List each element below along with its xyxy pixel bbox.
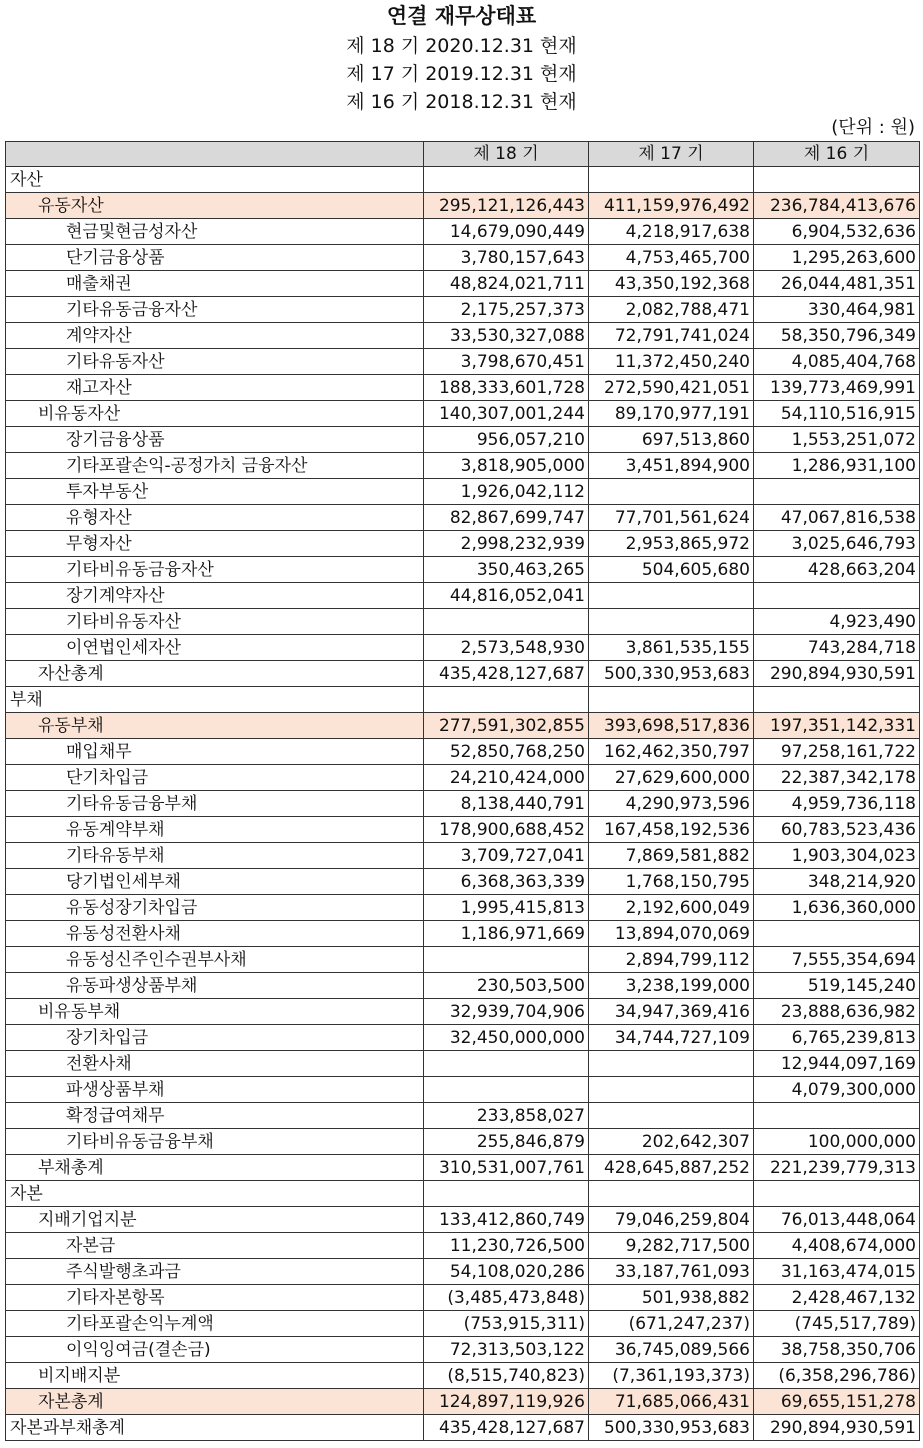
period-16-value: 23,888,636,982 [754,999,920,1025]
period-16-value: (6,358,296,786) [754,1363,920,1389]
period-16-value: (745,517,789) [754,1311,920,1337]
table-row [6,1155,920,1181]
period-17-value: 4,753,465,700 [589,245,754,271]
period-17-value: 1,768,150,795 [589,869,754,895]
period-18-value: (3,485,473,848) [424,1285,589,1311]
period-17-value: 34,947,369,416 [589,999,754,1025]
account-name: 기타포괄손익누계액 [6,1311,424,1337]
period-16-value: 428,663,204 [754,557,920,583]
account-name: 매출채권 [6,271,424,297]
account-name: 투자부동산 [6,479,424,505]
period-16-value: 100,000,000 [754,1129,920,1155]
account-name: 유동계약부채 [6,817,424,843]
table-row [6,479,920,505]
period-18-value: 3,780,157,643 [424,245,589,271]
table-body [6,167,920,1441]
period-18-value: 32,450,000,000 [424,1025,589,1051]
period-17-value: (671,247,237) [589,1311,754,1337]
period-16-value [754,1103,920,1129]
period-18-value: 2,573,548,930 [424,635,589,661]
account-name: 기타비유동금융부채 [6,1129,424,1155]
period-18-value: 255,846,879 [424,1129,589,1155]
account-name: 비지배지분 [6,1363,424,1389]
period-16-value: 221,239,779,313 [754,1155,920,1181]
table-row [6,739,920,765]
account-name: 기타자본항목 [6,1285,424,1311]
period-18-value [424,1051,589,1077]
header-period-16: 제 16 기 [754,142,920,167]
table-row [6,1207,920,1233]
period-16-value: 290,894,930,591 [754,661,920,687]
period-17-value: 2,953,865,972 [589,531,754,557]
period-17-value: 71,685,066,431 [589,1389,754,1415]
account-name: 자산 [6,167,424,193]
period-18-value: 11,230,726,500 [424,1233,589,1259]
statement-title: 연결 재무상태표 [386,4,537,28]
table-row [6,869,920,895]
table-row [6,635,920,661]
period-18-value [424,1181,589,1207]
table-row [6,1129,920,1155]
period-17-value: 697,513,860 [589,427,754,453]
period-16-value: 97,258,161,722 [754,739,920,765]
period-16-value: 47,067,816,538 [754,505,920,531]
period-16-value [754,479,920,505]
account-name: 파생상품부채 [6,1077,424,1103]
table-row [6,713,920,739]
period-16-value: 290,894,930,591 [754,1415,920,1441]
period-18-value: 2,175,257,373 [424,297,589,323]
account-name: 이연법인세자산 [6,635,424,661]
period-17-value: 2,894,799,112 [589,947,754,973]
table-row [6,1051,920,1077]
account-name: 유형자산 [6,505,424,531]
period-16-value: 6,765,239,813 [754,1025,920,1051]
period-17-value: 36,745,089,566 [589,1337,754,1363]
period-18-value: 233,858,027 [424,1103,589,1129]
table-row [6,583,920,609]
table-row [6,271,920,297]
account-name: 기타유동자산 [6,349,424,375]
account-name: 매입채무 [6,739,424,765]
account-name: 현금및현금성자산 [6,219,424,245]
table-row [6,661,920,687]
period-18-value: 956,057,210 [424,427,589,453]
period-17-value: 11,372,450,240 [589,349,754,375]
header-period-17: 제 17 기 [589,142,754,167]
period-17-value: 411,159,976,492 [589,193,754,219]
period-17-value: 500,330,953,683 [589,1415,754,1441]
account-name: 비유동부채 [6,999,424,1025]
period-16-value: 1,295,263,600 [754,245,920,271]
period-18-value: 32,939,704,906 [424,999,589,1025]
account-name: 자본금 [6,1233,424,1259]
account-name: 기타비유동자산 [6,609,424,635]
period-17-value: 7,869,581,882 [589,843,754,869]
table-header-row [6,142,920,167]
account-name: 유동성신주인수권부사채 [6,947,424,973]
period-16-value: 330,464,981 [754,297,920,323]
account-name: 유동부채 [6,713,424,739]
period-18-value: 178,900,688,452 [424,817,589,843]
period-17-value [589,1077,754,1103]
account-name: 확정급여채무 [6,1103,424,1129]
header-account [6,142,424,167]
period-17-value: 167,458,192,536 [589,817,754,843]
period-18-value: (8,515,740,823) [424,1363,589,1389]
period-16-value: 38,758,350,706 [754,1337,920,1363]
period-18-value: 295,121,126,443 [424,193,589,219]
account-name: 비유동자산 [6,401,424,427]
table-row [6,1337,920,1363]
period-17-value: 13,894,070,069 [589,921,754,947]
account-name: 기타유동금융자산 [6,297,424,323]
period-18-value: 3,798,670,451 [424,349,589,375]
period-16-value: 3,025,646,793 [754,531,920,557]
account-name: 주식발행초과금 [6,1259,424,1285]
table-row [6,1233,920,1259]
period-18-value: 52,850,768,250 [424,739,589,765]
period-18-value: 44,816,052,041 [424,583,589,609]
period-17-value: 2,192,600,049 [589,895,754,921]
period-16-value: 69,655,151,278 [754,1389,920,1415]
table-row [6,1285,920,1311]
table-row [6,1025,920,1051]
table-row [6,167,920,193]
period-18-value: 14,679,090,449 [424,219,589,245]
account-name: 기타포괄손익-공정가치 금융자산 [6,453,424,479]
period-16-value: 6,904,532,636 [754,219,920,245]
period-17-value [589,167,754,193]
account-name: 유동자산 [6,193,424,219]
period-18-value: 6,368,363,339 [424,869,589,895]
account-name: 부채총계 [6,1155,424,1181]
table-row [6,323,920,349]
table-row [6,557,920,583]
account-name: 재고자산 [6,375,424,401]
period-16-value: 26,044,481,351 [754,271,920,297]
table-row [6,947,920,973]
period-18-value: 435,428,127,687 [424,1415,589,1441]
period-18-value: 33,530,327,088 [424,323,589,349]
period-18-value: 1,186,971,669 [424,921,589,947]
period-16-value: 743,284,718 [754,635,920,661]
period-17-value: 4,290,973,596 [589,791,754,817]
account-name: 유동성장기차입금 [6,895,424,921]
table-row [6,999,920,1025]
period-16-value: 54,110,516,915 [754,401,920,427]
account-name: 단기차입금 [6,765,424,791]
account-name: 계약자산 [6,323,424,349]
period-18-value: 8,138,440,791 [424,791,589,817]
account-name: 유동성전환사채 [6,921,424,947]
period-16-value: 60,783,523,436 [754,817,920,843]
period-16-value: 4,085,404,768 [754,349,920,375]
account-name: 기타비유동금융자산 [6,557,424,583]
table-row [6,895,920,921]
table-row [6,687,920,713]
period-17-value: 501,938,882 [589,1285,754,1311]
period-18-value: 72,313,503,122 [424,1337,589,1363]
period-17-value: 202,642,307 [589,1129,754,1155]
period-17-value: 2,082,788,471 [589,297,754,323]
balance-sheet-table [5,141,920,1441]
period-17-value [589,583,754,609]
table-row [6,349,920,375]
account-name: 자본총계 [6,1389,424,1415]
period-18-value: 3,709,727,041 [424,843,589,869]
table-row [6,427,920,453]
period-line-16: 제 16 기 2018.12.31 현재 [346,91,577,113]
period-18-value: (753,915,311) [424,1311,589,1337]
period-18-value: 3,818,905,000 [424,453,589,479]
period-17-value: 272,590,421,051 [589,375,754,401]
period-18-value [424,167,589,193]
period-17-value: 9,282,717,500 [589,1233,754,1259]
table-row [6,1077,920,1103]
table-row [6,609,920,635]
period-16-value: 22,387,342,178 [754,765,920,791]
period-18-value: 310,531,007,761 [424,1155,589,1181]
period-17-value: 33,187,761,093 [589,1259,754,1285]
table-row [6,401,920,427]
period-17-value: 3,861,535,155 [589,635,754,661]
period-16-value: 139,773,469,991 [754,375,920,401]
period-16-value [754,687,920,713]
period-17-value [589,687,754,713]
account-name: 장기계약자산 [6,583,424,609]
table-row [6,791,920,817]
account-name: 자본과부채총계 [6,1415,424,1441]
table-row [6,1415,920,1441]
period-16-value: 2,428,467,132 [754,1285,920,1311]
table-row [6,973,920,999]
period-line-18: 제 18 기 2020.12.31 현재 [346,35,577,57]
table-row [6,1363,920,1389]
period-18-value: 1,926,042,112 [424,479,589,505]
period-17-value: 393,698,517,836 [589,713,754,739]
period-18-value [424,947,589,973]
table-row [6,1311,920,1337]
period-16-value: 236,784,413,676 [754,193,920,219]
period-16-value: 348,214,920 [754,869,920,895]
table-row [6,505,920,531]
period-17-value: 27,629,600,000 [589,765,754,791]
period-18-value [424,609,589,635]
period-17-value: 3,238,199,000 [589,973,754,999]
table-row [6,1181,920,1207]
period-16-value [754,1181,920,1207]
period-17-value: 428,645,887,252 [589,1155,754,1181]
period-18-value: 54,108,020,286 [424,1259,589,1285]
table-row [6,453,920,479]
account-name: 기타유동금융부채 [6,791,424,817]
account-name: 장기금융상품 [6,427,424,453]
table-row [6,297,920,323]
period-18-value [424,687,589,713]
period-17-value: (7,361,193,373) [589,1363,754,1389]
period-17-value: 500,330,953,683 [589,661,754,687]
period-16-value: 12,944,097,169 [754,1051,920,1077]
account-name: 기타유동부채 [6,843,424,869]
account-name: 전환사채 [6,1051,424,1077]
period-18-value: 140,307,001,244 [424,401,589,427]
period-17-value [589,1051,754,1077]
period-16-value: 1,636,360,000 [754,895,920,921]
period-line-17: 제 17 기 2019.12.31 현재 [346,63,577,85]
period-16-value: 1,286,931,100 [754,453,920,479]
period-18-value: 350,463,265 [424,557,589,583]
period-16-value: 519,145,240 [754,973,920,999]
account-name: 부채 [6,687,424,713]
period-17-value [589,1103,754,1129]
period-18-value: 124,897,119,926 [424,1389,589,1415]
period-17-value: 162,462,350,797 [589,739,754,765]
period-18-value: 230,503,500 [424,973,589,999]
table-row [6,1103,920,1129]
table-row [6,921,920,947]
period-17-value: 89,170,977,191 [589,401,754,427]
period-17-value: 43,350,192,368 [589,271,754,297]
period-16-value [754,583,920,609]
period-16-value: 4,959,736,118 [754,791,920,817]
period-17-value: 4,218,917,638 [589,219,754,245]
period-17-value: 72,791,741,024 [589,323,754,349]
period-17-value [589,479,754,505]
period-18-value: 1,995,415,813 [424,895,589,921]
period-16-value [754,167,920,193]
unit-label: (단위 : 원) [831,117,915,138]
account-name: 이익잉여금(결손금) [6,1337,424,1363]
period-16-value: 58,350,796,349 [754,323,920,349]
account-name: 당기법인세부채 [6,869,424,895]
period-16-value: 4,923,490 [754,609,920,635]
period-16-value: 31,163,474,015 [754,1259,920,1285]
period-17-value [589,1181,754,1207]
table-row [6,531,920,557]
period-17-value: 504,605,680 [589,557,754,583]
account-name: 단기금융상품 [6,245,424,271]
table-row [6,219,920,245]
period-16-value: 1,553,251,072 [754,427,920,453]
header-period-18: 제 18 기 [424,142,589,167]
period-16-value: 4,408,674,000 [754,1233,920,1259]
period-18-value: 133,412,860,749 [424,1207,589,1233]
period-18-value: 277,591,302,855 [424,713,589,739]
period-17-value: 77,701,561,624 [589,505,754,531]
account-name: 자본 [6,1181,424,1207]
table-row [6,1389,920,1415]
table-row [6,193,920,219]
account-name: 장기차입금 [6,1025,424,1051]
period-18-value: 24,210,424,000 [424,765,589,791]
table-row [6,245,920,271]
account-name: 유동파생상품부채 [6,973,424,999]
table-row [6,375,920,401]
period-17-value: 79,046,259,804 [589,1207,754,1233]
table-row [6,843,920,869]
period-17-value: 34,744,727,109 [589,1025,754,1051]
account-name: 자산총계 [6,661,424,687]
period-18-value: 48,824,021,711 [424,271,589,297]
period-18-value [424,1077,589,1103]
period-18-value: 435,428,127,687 [424,661,589,687]
period-16-value: 1,903,304,023 [754,843,920,869]
period-17-value: 3,451,894,900 [589,453,754,479]
account-name: 지배기업지분 [6,1207,424,1233]
table-row [6,765,920,791]
table-row [6,1259,920,1285]
period-18-value: 82,867,699,747 [424,505,589,531]
period-16-value: 4,079,300,000 [754,1077,920,1103]
period-18-value: 188,333,601,728 [424,375,589,401]
table-row [6,817,920,843]
period-18-value: 2,998,232,939 [424,531,589,557]
period-16-value [754,921,920,947]
period-16-value: 197,351,142,331 [754,713,920,739]
period-16-value: 7,555,354,694 [754,947,920,973]
period-16-value: 76,013,448,064 [754,1207,920,1233]
account-name: 무형자산 [6,531,424,557]
period-17-value [589,609,754,635]
